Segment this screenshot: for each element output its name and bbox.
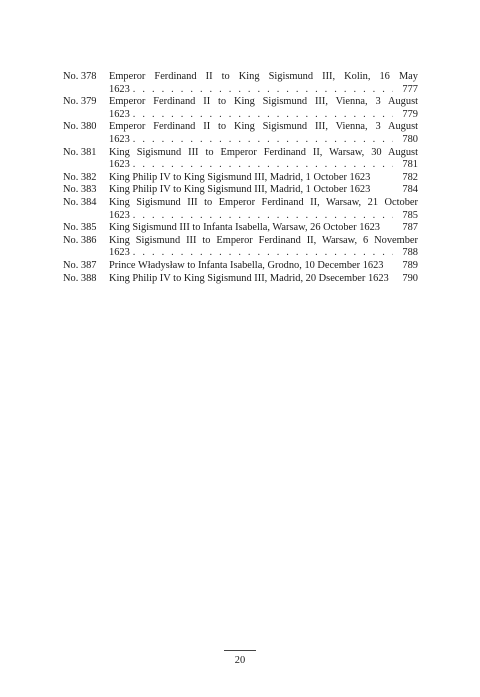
entry-number: No. 388 [63,272,97,284]
entry-number: No. 379 [63,96,97,108]
entry-title: King Sigismund III to Emperor Ferdinand II, Warsaw, 21 October [109,196,418,208]
entry-page-number: 782 [402,171,418,183]
dot-leader [133,247,393,260]
toc-entry [63,71,418,96]
entry-title: King Sigismund III to Emperor Ferdinand II, Warsaw, 30 August [109,146,418,158]
entry-title-continuation: 1623 [109,209,130,221]
toc-entry [63,184,418,197]
entry-number: No. 387 [63,259,97,271]
entry-page-number: 781 [402,159,418,171]
entry-number: No. 383 [63,184,97,196]
footer-rule [224,650,256,651]
entry-page-number: 789 [402,259,418,271]
entry-title: Prince Władysław to Infanta Isabella, Grodno, 10 December 1623 [109,259,384,271]
toc-entry [63,172,418,185]
dot-leader [133,109,393,122]
entry-number: No. 385 [63,222,97,234]
toc-entry [63,197,418,222]
dot-leader [133,210,393,223]
toc-entry [63,260,418,273]
entry-title: Emperor Ferdinand II to King Sigismund III, Kolin, 16 May [109,71,418,82]
toc-entry [63,273,418,286]
entry-title: King Sigismund III to Emperor Ferdinand II, Warsaw, 6 November [109,234,418,246]
entry-number: No. 384 [63,196,97,208]
table-of-contents [63,71,418,285]
dot-leader [133,159,393,172]
entry-title-continuation: 1623 [109,247,130,259]
entry-number: No. 378 [63,71,97,82]
entry-title: King Philip IV to King Sigismund III, Madrid, 1 October 1623 [109,171,371,183]
entry-title: King Sigismund III to Infanta Isabella, Warsaw, 26 October 1623 [109,222,380,234]
entry-page-number: 777 [402,83,418,95]
entry-title: King Philip IV to King Sigismund III, Madrid, 20 Dsecember 1623 [109,272,389,284]
entry-number: No. 382 [63,171,97,183]
entry-page-number: 779 [402,108,418,120]
entry-number: No. 386 [63,234,97,246]
entry-page-number: 787 [402,222,418,234]
entry-number: No. 380 [63,121,97,133]
entry-page-number: 788 [402,247,418,259]
toc-entry [63,96,418,121]
dot-leader [133,84,393,97]
toc-entry [63,147,418,172]
entry-title-continuation: 1623 [109,159,130,171]
entry-page-number: 785 [402,209,418,221]
entry-title-continuation: 1623 [109,133,130,145]
toc-entry [63,222,418,235]
entry-page-number: 784 [402,184,418,196]
page-number: 20 [234,655,246,666]
toc-entry [63,121,418,146]
entry-title-continuation: 1623 [109,83,130,95]
dot-leader [133,134,393,147]
entry-number: No. 381 [63,146,97,158]
toc-entry [63,235,418,260]
entry-title: Emperor Ferdinand II to King Sigismund III, Vienna, 3 August [109,121,418,133]
entry-page-number: 790 [402,272,418,284]
entry-title: King Philip IV to King Sigismund III, Madrid, 1 October 1623 [109,184,371,196]
entry-title-continuation: 1623 [109,108,130,120]
entry-page-number: 780 [402,133,418,145]
entry-title: Emperor Ferdinand II to King Sigismund III, Vienna, 3 August [109,96,418,108]
